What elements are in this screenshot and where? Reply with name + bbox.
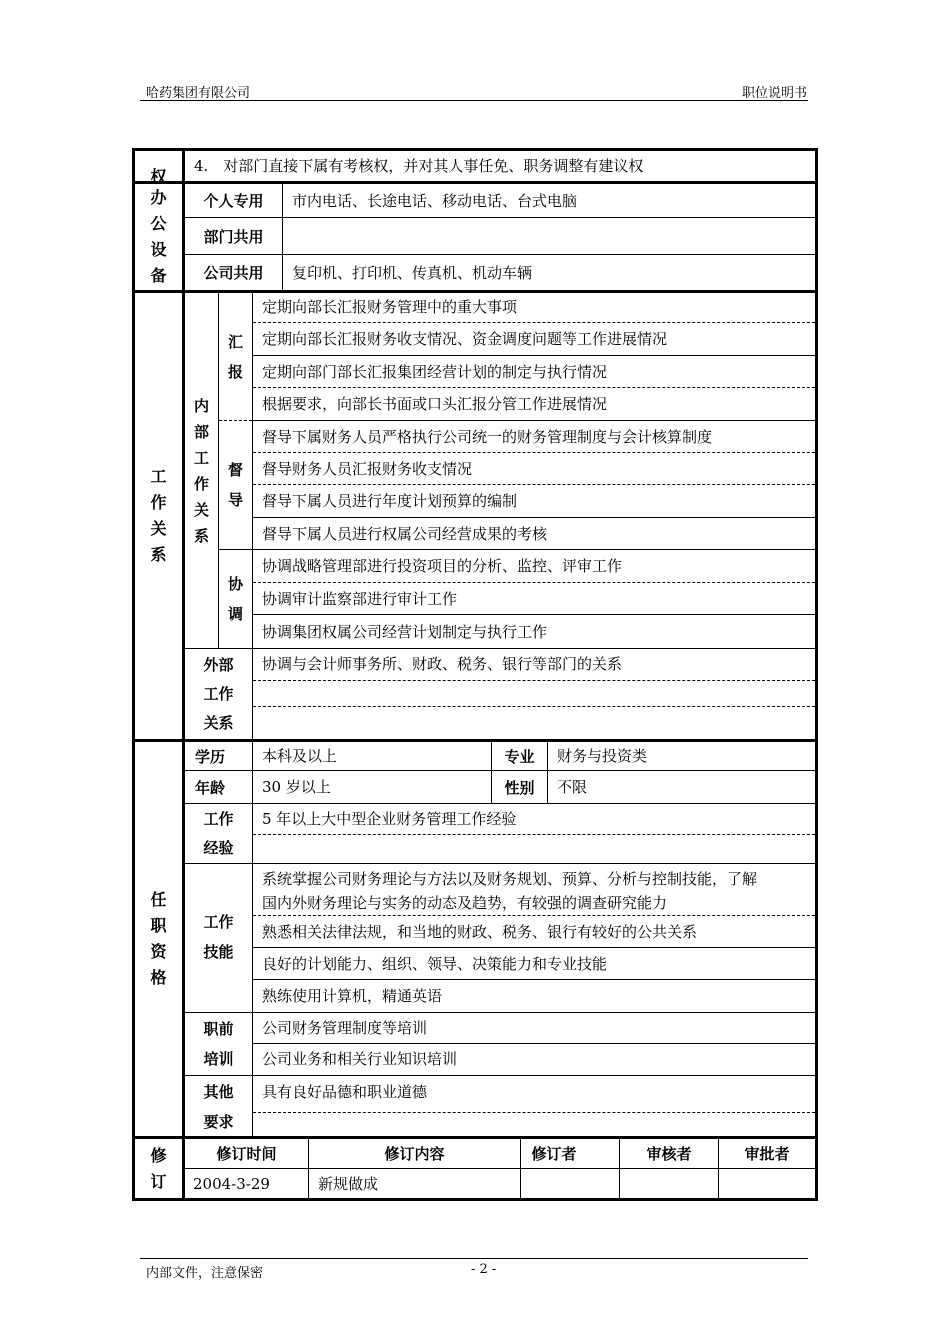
major-value: 财务与投资类	[557, 747, 648, 765]
external-item	[253, 707, 815, 739]
report-item: 定期向部门部长汇报集团经营计划的制定与执行情况	[262, 362, 608, 381]
revision-header-reviser: 修订者	[531, 1145, 577, 1163]
supervise-item: 督导下属财务人员严格执行公司统一的财务管理制度与会计核算制度	[262, 427, 713, 446]
external-relations-label: 外部工作关系	[203, 655, 234, 732]
skills-item: 良好的计划能力、组织、领导、决策能力和专业技能	[262, 954, 608, 973]
supervise-item: 督导财务人员汇报财务收支情况	[262, 459, 473, 478]
coordinate-item: 协调集团权属公司经营计划制定与执行工作	[262, 622, 548, 641]
coordinate-label: 协调	[227, 575, 243, 623]
report-item: 定期向部长汇报财务收支情况、资金调度问题等工作进展情况	[262, 329, 668, 348]
row-divider	[253, 1112, 815, 1113]
supervise-item: 督导下属人员进行权属公司经营成果的考核	[262, 524, 548, 543]
equipment-company-label: 公司共用	[203, 264, 264, 282]
external-item	[253, 681, 815, 706]
footer-divider	[140, 1258, 808, 1259]
table-bottom-border	[132, 1198, 818, 1201]
qualification-label: 任职资格	[150, 890, 167, 987]
equipment-personal-label: 个人专用	[203, 192, 264, 210]
coordinate-item: 协调战略管理部进行投资项目的分析、监控、评审工作	[262, 556, 623, 575]
equipment-label: 办公设备	[150, 188, 167, 285]
equipment-personal-value: 市内电话、长途电话、移动电话、台式电脑	[292, 191, 578, 210]
skills-item: 熟练使用计算机，精通英语	[262, 986, 443, 1005]
revision-label: 修订	[150, 1145, 167, 1191]
training-label-line1: 职前	[203, 1019, 234, 1038]
report-label: 汇报	[227, 332, 243, 381]
header-divider	[140, 100, 808, 101]
equipment-department-label: 部门共用	[203, 227, 264, 246]
skills-item: 熟悉相关法律法规，和当地的财政、税务、银行有较好的公共关系	[262, 922, 698, 941]
education-label: 学历	[194, 747, 225, 766]
revision-reviser	[521, 1169, 619, 1198]
page-number: - 2 -	[471, 1262, 497, 1277]
revision-header-content: 修订内容	[384, 1145, 445, 1163]
company-name: 哈药集团有限公司	[146, 86, 251, 101]
supervise-label: 督导	[227, 461, 243, 509]
gender-label: 性别	[504, 778, 535, 797]
skills-label-line2: 技能	[203, 942, 234, 961]
row-divider	[253, 834, 815, 835]
revision-header-reviewer: 审核者	[646, 1145, 692, 1163]
revision-header-approver: 审批者	[744, 1145, 790, 1163]
authority-item: 4. 对部门直接下属有考核权，并对其人事任免、职务调整有建议权	[194, 157, 644, 175]
age-label: 年龄	[194, 778, 225, 797]
education-value: 本科及以上	[262, 747, 338, 765]
experience-label-line2: 经验	[203, 838, 234, 857]
report-item: 定期向部长汇报财务管理中的重大事项	[262, 297, 518, 316]
confidential-note: 内部文件，注意保密	[146, 1266, 264, 1281]
authority-label: 权	[150, 167, 167, 186]
relations-label: 工作关系	[150, 467, 167, 564]
training-item: 公司业务和相关行业知识培训	[262, 1050, 458, 1068]
revision-reviewer	[620, 1169, 718, 1198]
gender-value: 不限	[557, 778, 588, 796]
external-item: 协调与会计师事务所、财政、税务、银行等部门的关系	[262, 655, 623, 673]
other-value: 具有良好品德和职业道德	[262, 1082, 428, 1101]
other-label-line2: 要求	[203, 1112, 234, 1131]
other-label-line1: 其他	[203, 1082, 234, 1101]
supervise-item: 督导下属人员进行年度计划预算的编制	[262, 491, 518, 510]
training-label-line2: 培训	[203, 1049, 234, 1068]
major-label: 专业	[504, 747, 535, 766]
skills-label-line1: 工作	[203, 912, 234, 931]
revision-content: 新规做成	[318, 1174, 379, 1193]
experience-value: 5 年以上大中型企业财务管理工作经验	[262, 810, 517, 828]
document-title: 职位说明书	[741, 86, 807, 101]
coordinate-item: 协调审计监察部进行审计工作	[262, 589, 458, 608]
age-value: 30 岁以上	[262, 778, 331, 796]
experience-label-line1: 工作	[203, 809, 234, 828]
row-divider	[185, 863, 815, 864]
equipment-department-value	[283, 218, 815, 254]
report-item: 根据要求，向部长书面或口头汇报分管工作进展情况	[262, 395, 608, 413]
skills-item: 系统掌握公司财务理论与方法以及财务规划、预算、分析与控制技能，了解	[262, 870, 758, 888]
skills-item: 国内外财务理论与实务的动态及趋势，有较强的调查研究能力	[262, 894, 668, 912]
revision-approver	[719, 1169, 815, 1198]
internal-relations-label: 内部工作关系	[193, 396, 209, 545]
equipment-company-value: 复印机、打印机、传真机、机动车辆	[292, 263, 533, 282]
revision-header-time: 修订时间	[216, 1145, 277, 1163]
table-right-border	[815, 148, 818, 1200]
revision-date: 2004-3-29	[193, 1174, 270, 1193]
training-item: 公司财务管理制度等培训	[262, 1019, 428, 1037]
